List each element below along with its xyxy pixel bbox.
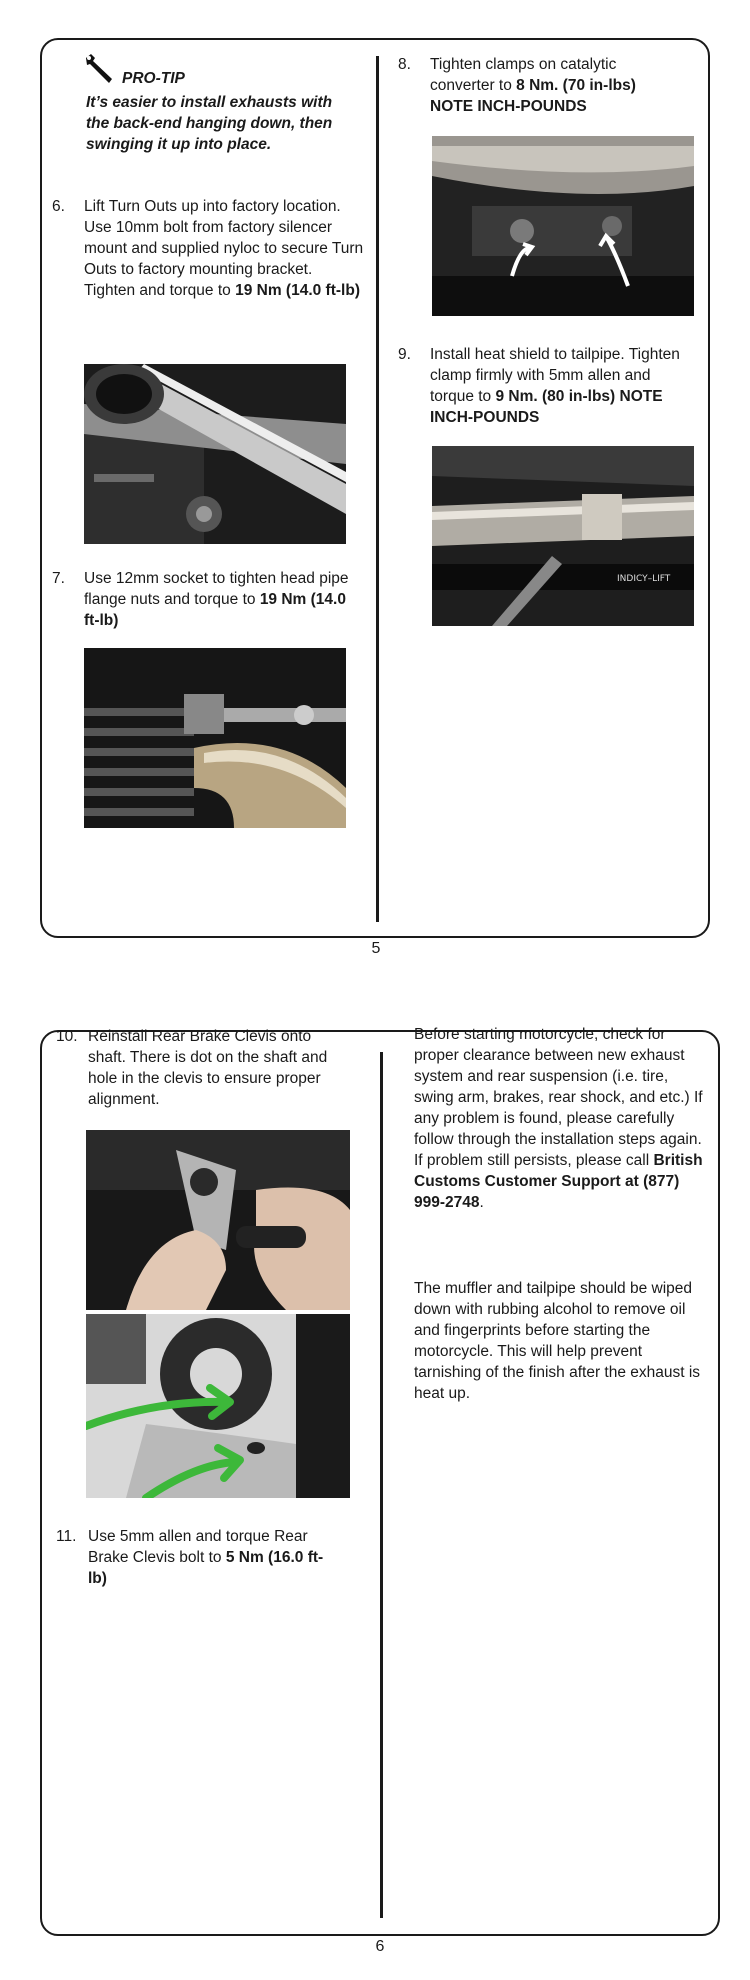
step-9-photo (432, 446, 694, 626)
step-8-photo (432, 136, 694, 316)
step-11-body: Use 5mm allen and torque Rear Brake Clevis bolt to (88, 1528, 308, 1566)
step-6-body: Lift Turn Outs up into factory location. Use 10mm bolt from factory silencer mount and supplied nyloc to secure Turn Outs to factory mounting bracket. Tighten and torque to (84, 198, 364, 299)
protip-text: It’s easier to install exhausts with the back-end hanging down, then swinging it up into place. (86, 94, 333, 153)
protip-title: PRO-TIP (122, 70, 185, 87)
cleaning-note: The muffler and tailpipe should be wiped down with rubbing alcohol to remove oil and fingerprints before starting the motorcycle. This will help prevent tarnishing of the finish after the exhaust is heat up. (414, 1280, 701, 1402)
step-9-body: Install heat shield to tailpipe. Tighten clamp firmly with 5mm allen and torque to (430, 346, 680, 405)
page-5-number: 5 (371, 940, 381, 957)
step-8-number: 8. (398, 56, 411, 73)
step-8-text (430, 54, 680, 117)
step-6-number: 6. (52, 198, 65, 215)
step-9-number: 9. (398, 346, 411, 363)
page-6-column-divider (380, 1052, 383, 1918)
wrench-icon (82, 52, 116, 86)
clearance-note-end: . (479, 1194, 484, 1211)
step-9-torque: 9 Nm. (80 in-lbs) NOTE INCH-POUNDS (430, 388, 663, 426)
clearance-note (414, 1024, 710, 1213)
step-11-text (88, 1526, 338, 1589)
step-7-torque: 19 Nm (14.0 ft-lb) (84, 591, 346, 629)
step-7-number: 7. (52, 570, 65, 587)
step-7-photo (84, 648, 346, 828)
step-8-body: Tighten clamps on catalytic converter to (430, 56, 617, 94)
step-7-body: Use 12mm socket to tighten head pipe flange nuts and torque to (84, 570, 349, 608)
step-8-torque: 8 Nm. (70 in-lbs) NOTE INCH-POUNDS (430, 77, 636, 115)
step-11-torque: 5 Nm (16.0 ft-lb) (88, 1549, 324, 1587)
step-6-torque: 19 Nm (14.0 ft-lb) (235, 282, 360, 299)
photo-9-label: INDICY–LIFT (617, 574, 671, 584)
step-9-text (430, 344, 680, 428)
step-6-photo (84, 364, 346, 544)
page-6-number: 6 (375, 1938, 385, 1955)
step-6-text (84, 196, 364, 301)
step-10-number: 10. (56, 1028, 78, 1045)
step-11-number: 11. (56, 1528, 77, 1545)
step-10-text: Reinstall Rear Brake Clevis onto shaft. There is dot on the shaft and hole in the clevis to ensure proper alignment. (88, 1028, 328, 1108)
step-10-photo-top (86, 1130, 350, 1310)
step-7-text (84, 568, 354, 631)
clearance-note-text: Before starting motorcycle, check for proper clearance between new exhaust system and rear suspension (i.e. tire, swing arm, brakes, rear shock, and etc.) If any problem is found, please carefully follow through the installation steps again. If problem still persists, please call (414, 1026, 703, 1169)
step-10-photo-bottom (86, 1314, 350, 1498)
support-contact: British Customs Customer Support at (877) 999-2748 (414, 1152, 703, 1211)
page-5-column-divider (376, 56, 379, 922)
